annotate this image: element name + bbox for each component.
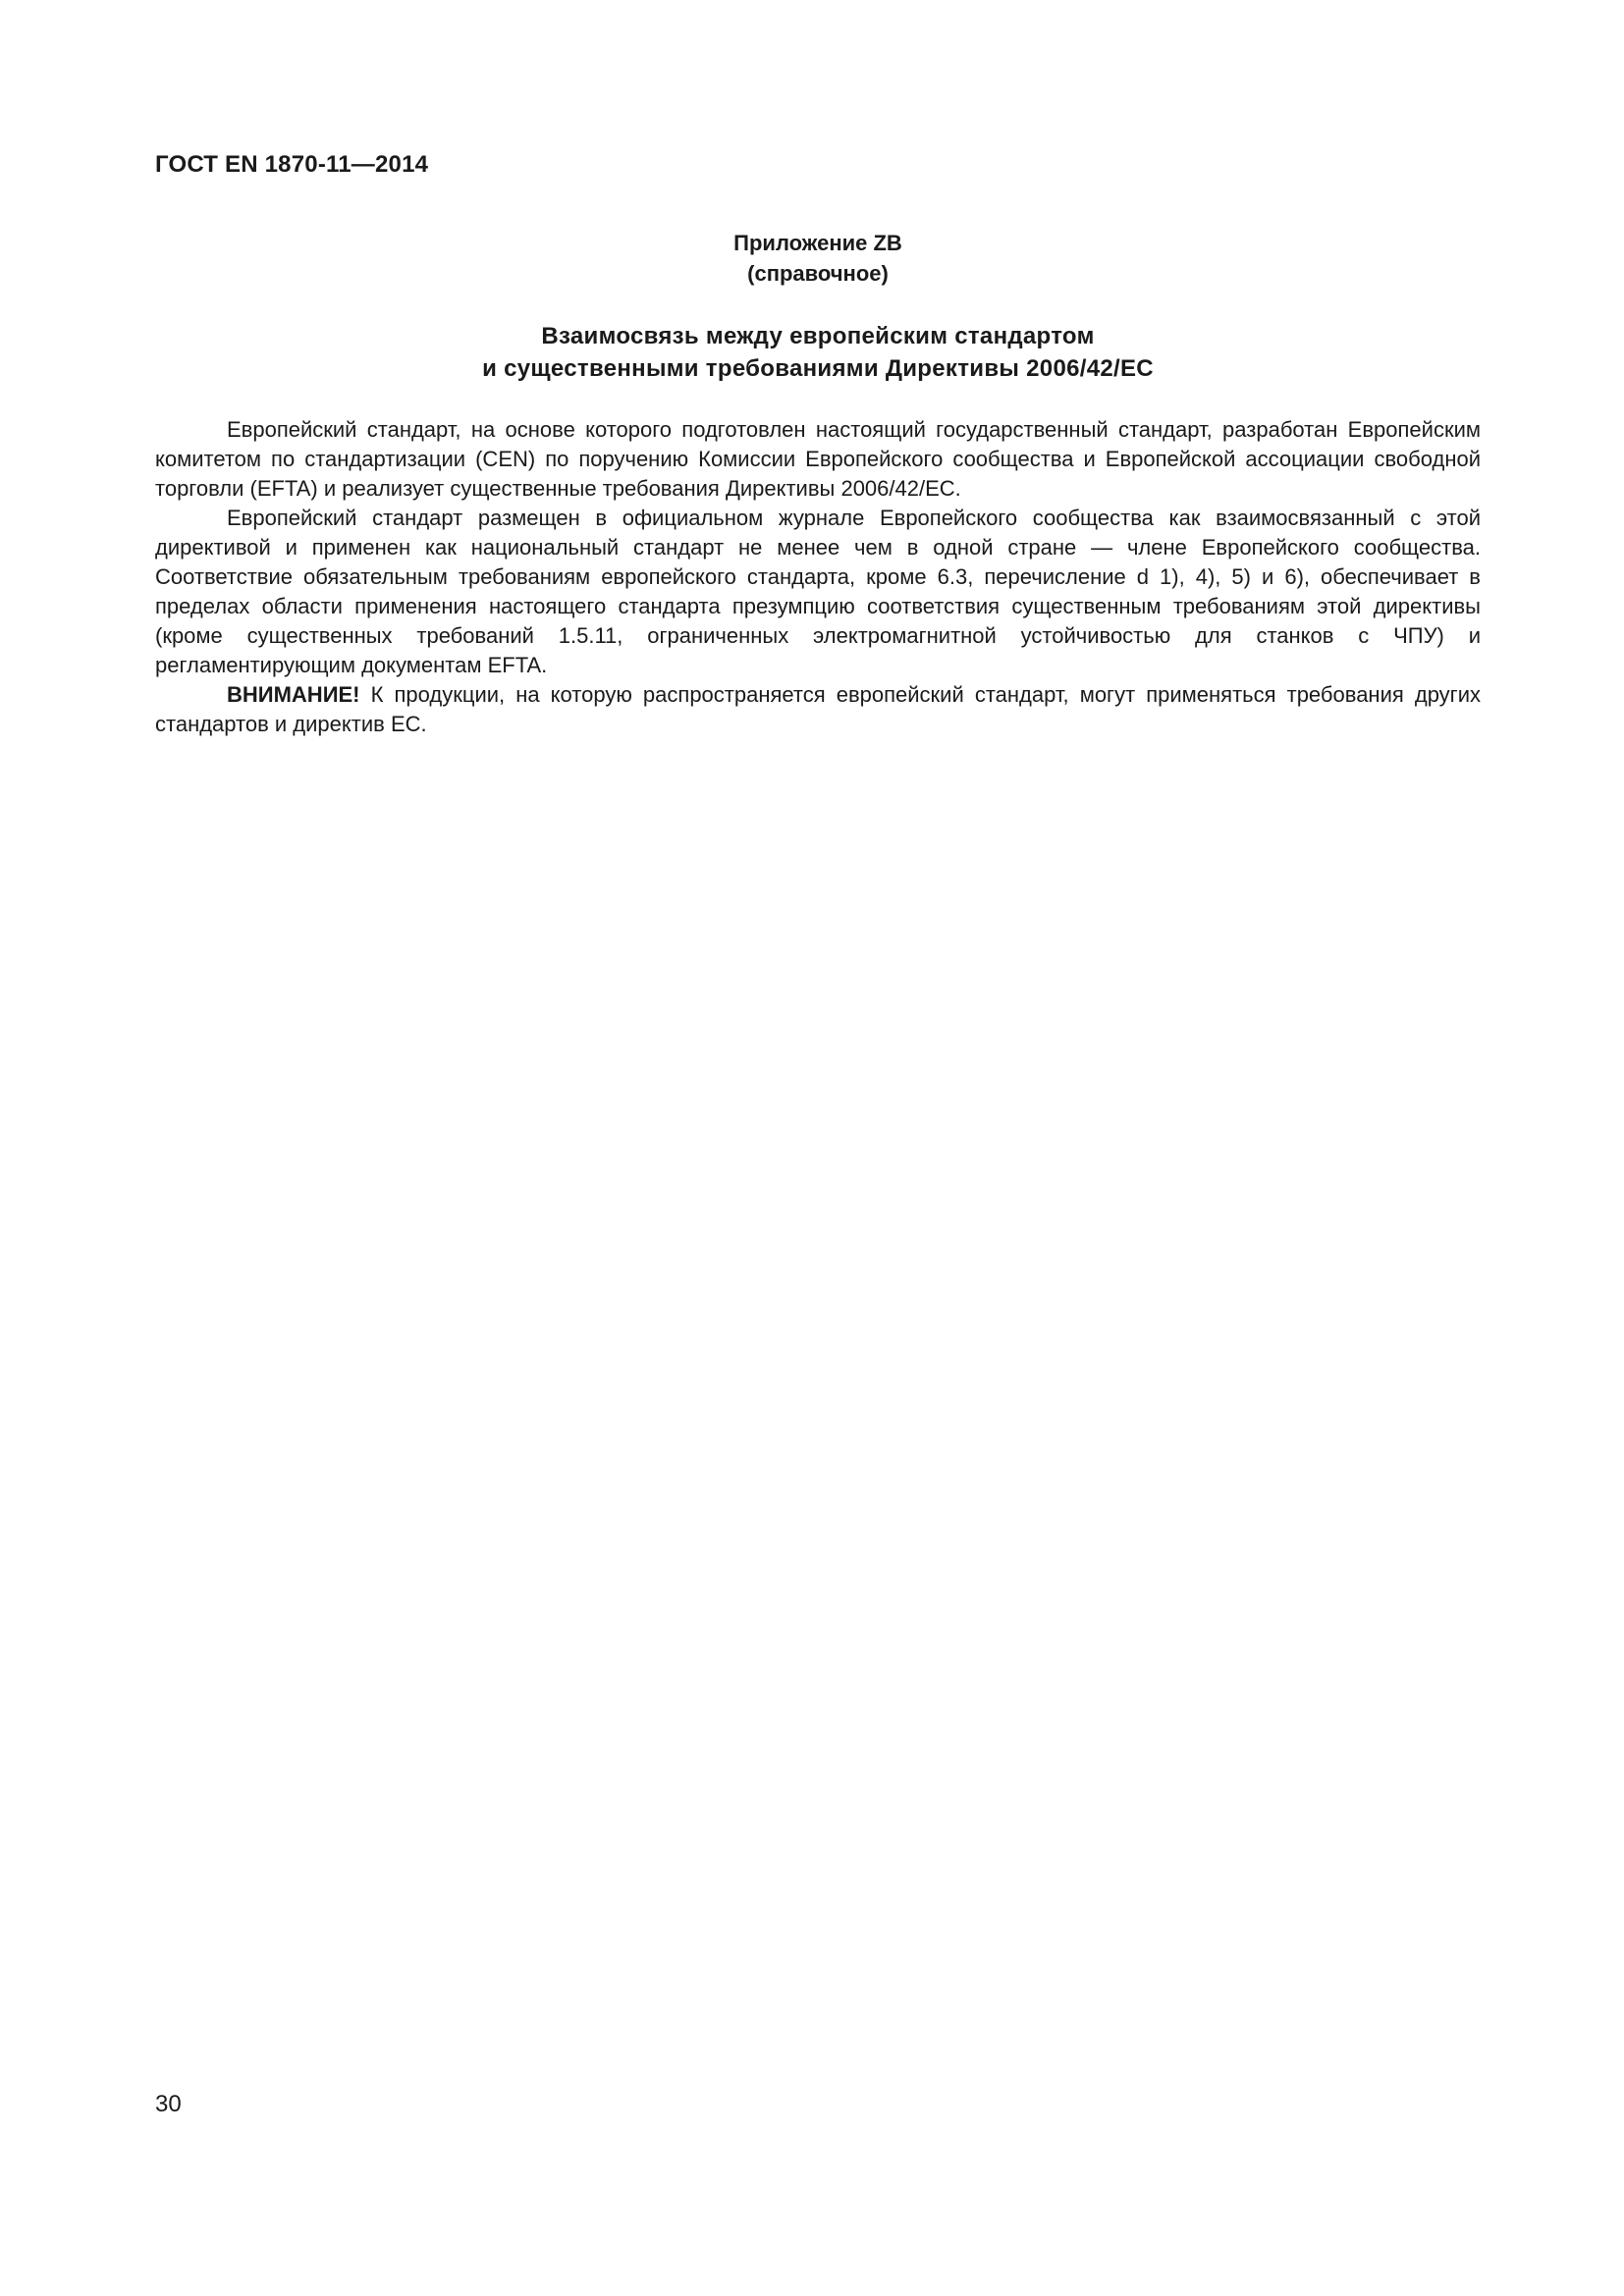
annex-label: Приложение ZB [733,231,902,255]
annex-heading [155,228,1481,289]
warning-paragraph [155,680,1481,739]
page-number: 30 [155,2091,182,2117]
paragraph-2: Европейский стандарт размещен в официальном журнале Европейского сообщества как взаимосвязанный с этой директивой и применен как национальный стандарт не менее чем в одной стране — члене Европейского сообщества. Соответствие обязательным требованиям европейского стандарта, кроме 6.3, перечисление d 1), 4), 5) и 6), обеспечивает в пределах области применения настоящего стандарта презумпцию соответствия существенным требованиям этой директивы (кроме существенных требований 1.5.11, ограниченных электромагнитной устойчивостью для станков с ЧПУ) и регламентирующим документам EFTA. [155,506,1481,677]
standard-designation: ГОСТ EN 1870-11—2014 [155,151,429,178]
annex-body [155,415,1481,739]
paragraph-1: Европейский стандарт, на основе которого подготовлен настоящий государственный стандарт, разработан Европейским комитетом по стандартизации (CEN) по поручению Комиссии Европейского сообщества и Европейской ассоциации свободной торговли (EFTA) и реализует существенные требования Директивы 2006/42/ЕС. [155,417,1481,501]
annex-title-line-2: и существенными требованиями Директивы 2006/42/ЕС [482,355,1154,382]
annex-title [155,320,1481,385]
warning-label: ВНИМАНИЕ! [227,682,360,707]
annex-status: (справочное) [747,261,889,286]
warning-text: К продукции, на которую распространяется европейский стандарт, могут применяться требования других стандартов и директив ЕС. [155,682,1481,736]
annex-title-line-1: Взаимосвязь между европейским стандартом [541,323,1095,349]
